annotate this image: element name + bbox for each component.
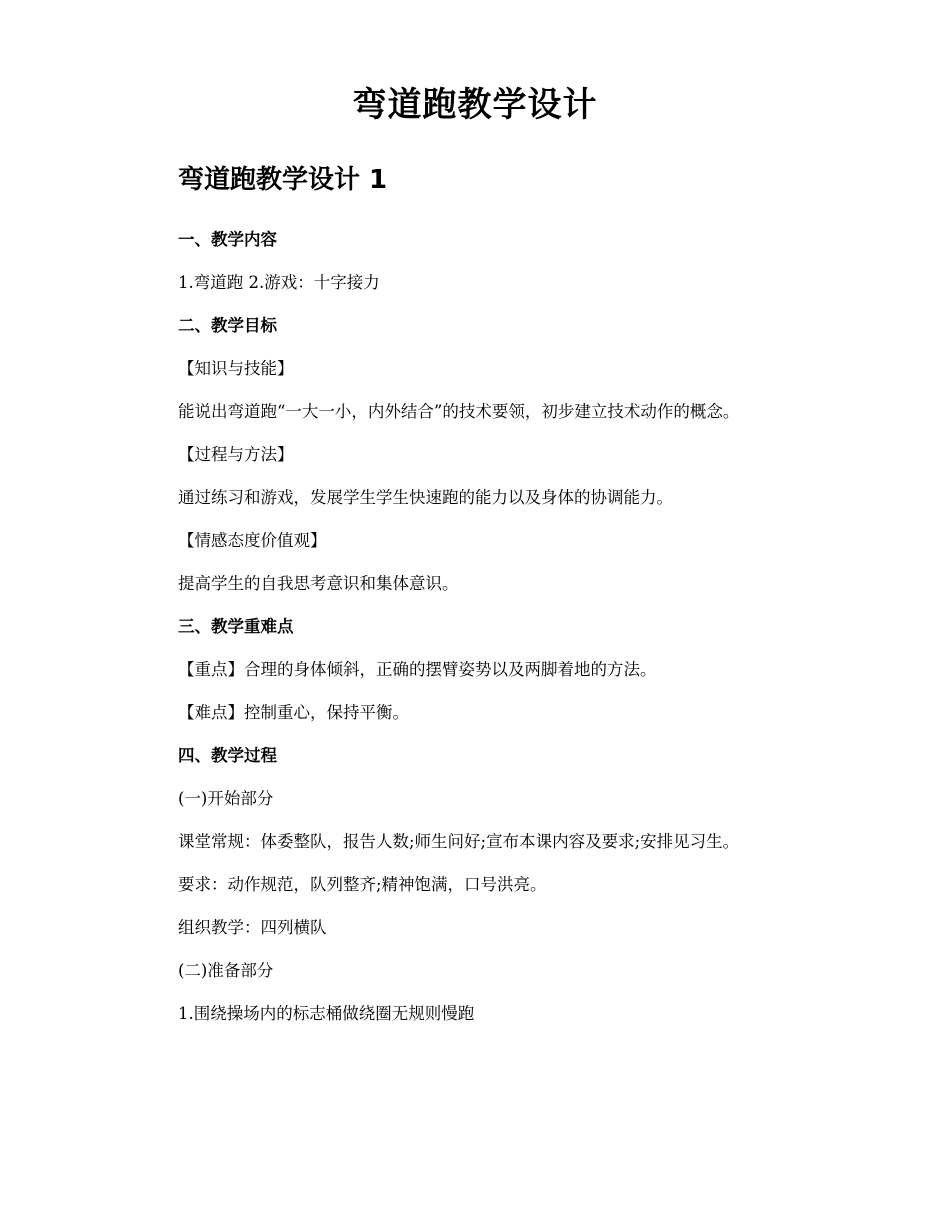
- paragraph-key-point: 【重点】合理的身体倾斜，正确的摆臂姿势以及两脚着地的方法。: [178, 660, 657, 679]
- label-opening-part: (一)开始部分: [178, 789, 274, 808]
- label-preparation-part: (二)准备部分: [178, 961, 274, 980]
- label-process-method: 【过程与方法】: [178, 445, 294, 464]
- label-knowledge-skills: 【知识与技能】: [178, 359, 294, 378]
- paragraph-knowledge-skills: 能说出弯道跑“一大一小，内外结合”的技术要领，初步建立技术动作的概念。: [178, 402, 740, 421]
- paragraph-difficult-point: 【难点】控制重心，保持平衡。: [178, 703, 409, 722]
- paragraph-class-routine: 课堂常规：体委整队，报告人数;师生问好;宣布本课内容及要求;安排见习生。: [178, 832, 740, 851]
- paragraph-warmup-run: 1.围绕操场内的标志桶做绕圈无规则慢跑: [178, 1004, 475, 1023]
- label-emotion-values: 【情感态度价值观】: [178, 531, 327, 550]
- paragraph-organization: 组织教学：四列横队: [178, 918, 327, 937]
- paragraph-requirements: 要求：动作规范，队列整齐;精神饱满，口号洪亮。: [178, 875, 547, 894]
- document-body: [140, 227, 800, 1044]
- heading-teaching-goals: 二、教学目标: [178, 316, 277, 335]
- heading-key-difficult-points: 三、教学重难点: [178, 617, 294, 636]
- paragraph-content-items: 1.弯道跑 2.游戏：十字接力: [178, 273, 380, 292]
- heading-teaching-content: 一、教学内容: [178, 230, 277, 249]
- section-title: 弯道跑教学设计 1: [178, 165, 388, 195]
- paragraph-emotion-values: 提高学生的自我思考意识和集体意识。: [178, 574, 459, 593]
- heading-teaching-process: 四、教学过程: [178, 746, 277, 765]
- paragraph-process-method: 通过练习和游戏，发展学生学生快速跑的能力以及身体的协调能力。: [178, 488, 673, 507]
- document-title: 弯道跑教学设计: [352, 85, 598, 125]
